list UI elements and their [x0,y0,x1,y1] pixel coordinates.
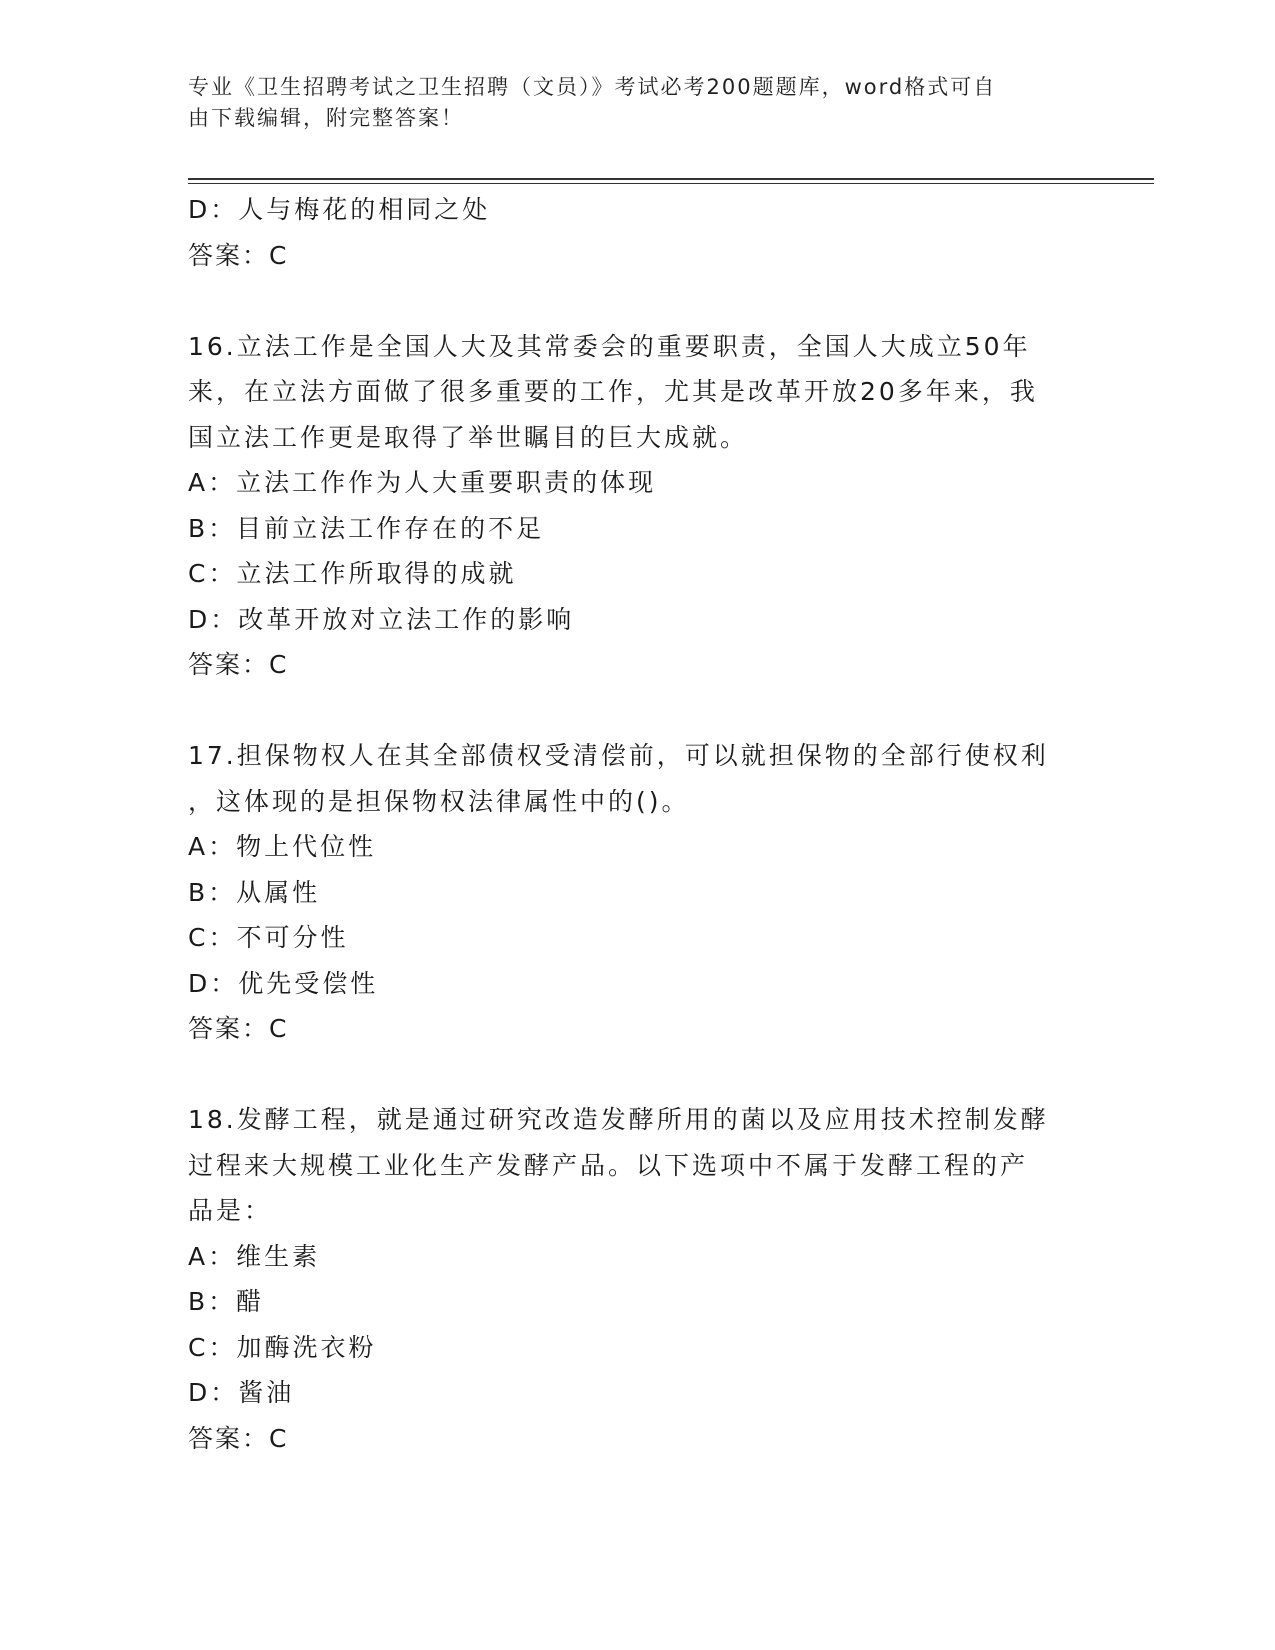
question-stem-line: 国立法工作更是取得了举世瞩目的巨大成就。 [188,422,749,452]
option-d: D：改革开放对立法工作的影响 [188,604,575,634]
option-c: C：不可分性 [188,923,349,952]
header-line-1: 专业《卫生招聘考试之卫生招聘（文员）》考试必考200题题库，word格式可自 [188,75,997,99]
option-b: B：从属性 [188,877,321,907]
question-15-tail [188,187,1088,278]
question-stem-line: 来，在立法方面做了很多重要的工作，尤其是改革开放20多年来，我 [188,377,1038,406]
option-a: A：立法工作作为人大重要职责的体现 [188,468,657,497]
header-rule-thick [188,178,1154,180]
option-c: C：立法工作所取得的成就 [188,559,517,588]
question-stem-line: 过程来大规模工业化生产发酵产品。以下选项中不属于发酵工程的产 [188,1150,1029,1180]
option-a: A：物上代位性 [188,832,377,861]
answer: 答案：C [188,1423,289,1453]
page-header [188,72,1068,134]
answer: 答案：C [188,240,289,270]
option-b: B：目前立法工作存在的不足 [188,513,545,543]
spacer [188,278,1088,324]
spacer [188,688,1088,734]
question-stem-line: 17.担保物权人在其全部债权受清偿前，可以就担保物的全部行使权利 [188,741,1049,770]
question-17 [188,733,1088,1052]
header-line-2: 由下载编辑，附完整答案！ [188,106,464,130]
question-16 [188,324,1088,688]
option-b: B：醋 [188,1287,265,1316]
option-d: D：酱油 [188,1378,295,1407]
header-rule-thin [188,183,1154,184]
question-stem-line: ，这体现的是担保物权法律属性中的()。 [188,786,690,816]
option-a: A：维生素 [188,1241,321,1271]
question-stem-line: 品是： [188,1196,273,1225]
option-c: C：加酶洗衣粉 [188,1332,377,1362]
question-list [188,187,1088,1461]
option-d: D：人与梅花的相同之处 [188,195,491,224]
answer: 答案：C [188,1014,289,1043]
question-stem-line: 16.立法工作是全国人大及其常委会的重要职责，全国人大成立50年 [188,331,1031,361]
answer: 答案：C [188,650,289,679]
question-stem-line: 18.发酵工程，就是通过研究改造发酵所用的菌以及应用技术控制发酵 [188,1105,1049,1134]
question-18 [188,1097,1088,1461]
spacer [188,1052,1088,1098]
option-d: D：优先受偿性 [188,968,379,998]
